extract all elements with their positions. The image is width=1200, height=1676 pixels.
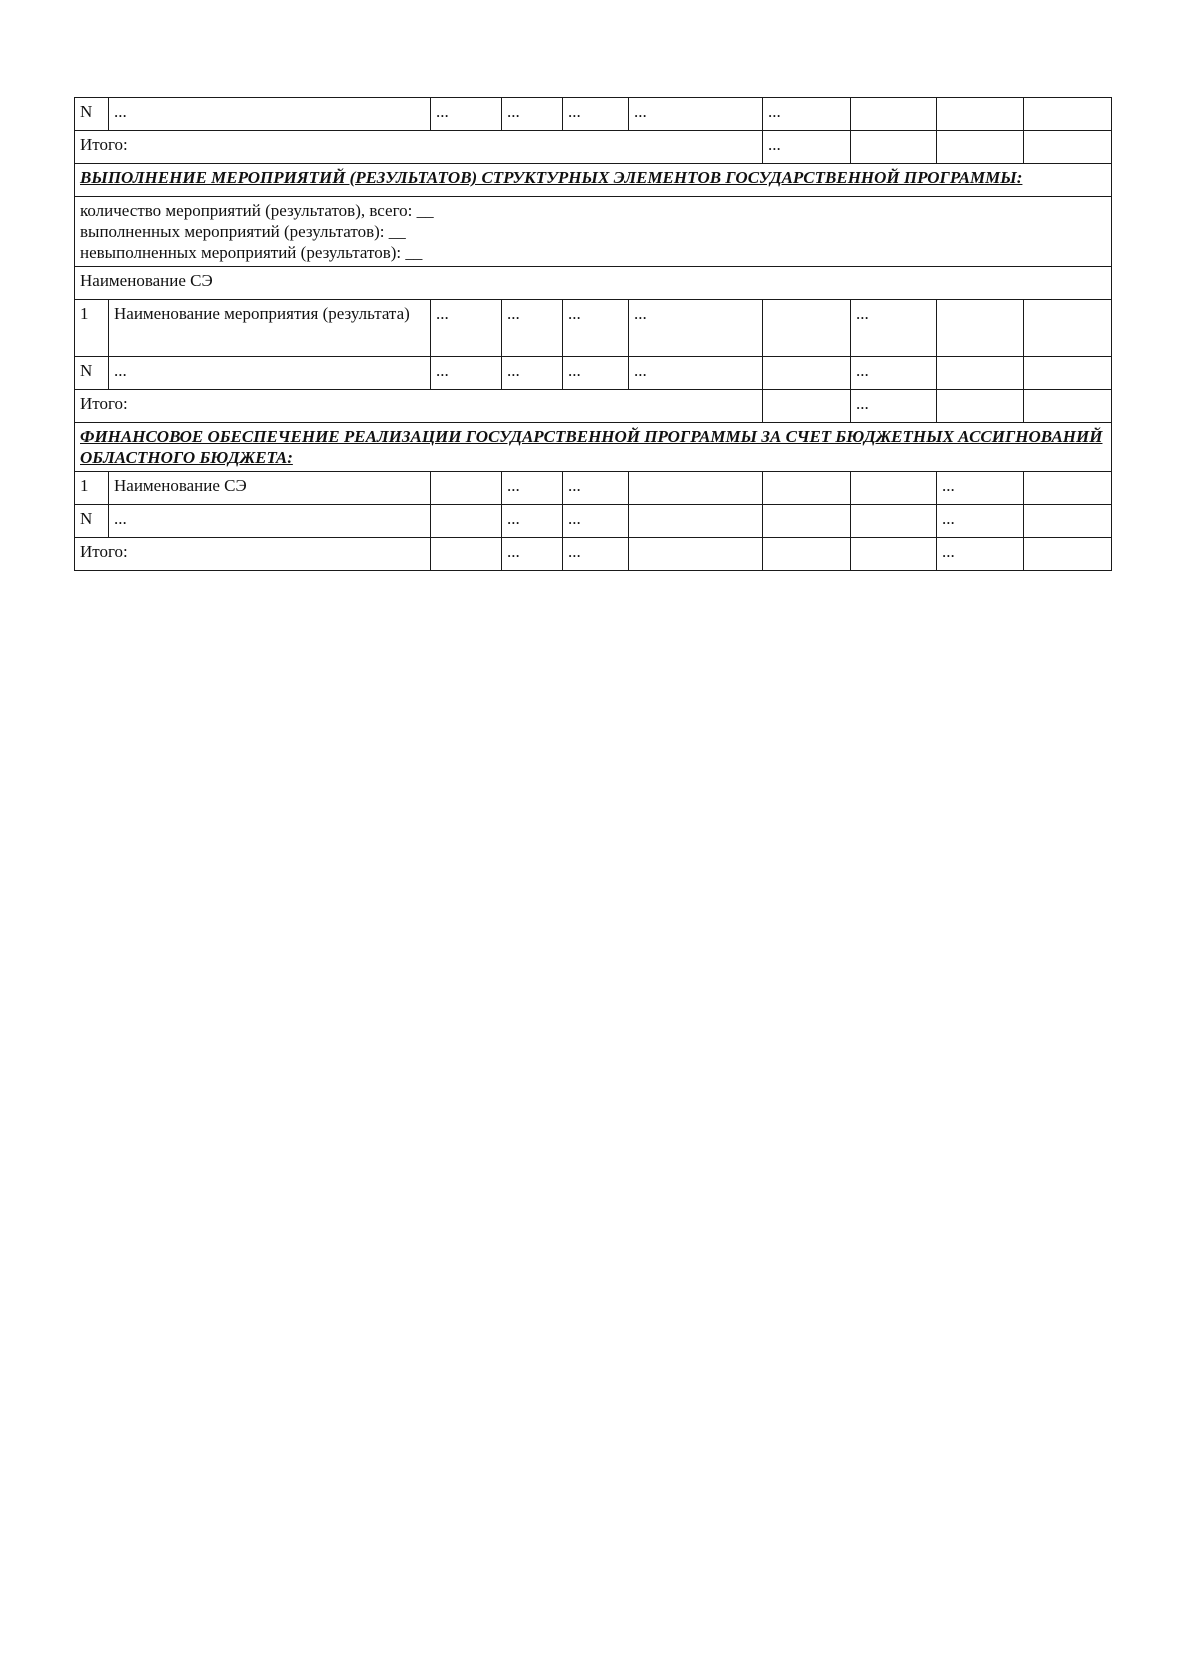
total-label: Итого: bbox=[75, 131, 763, 164]
row-name: Наименование СЭ bbox=[109, 472, 431, 505]
cell: ... bbox=[563, 538, 629, 571]
total-row bbox=[75, 390, 1112, 423]
cell: ... bbox=[502, 300, 563, 357]
cell: ... bbox=[629, 357, 763, 390]
cell bbox=[629, 472, 763, 505]
cell bbox=[851, 538, 937, 571]
se-name-row bbox=[75, 267, 1112, 300]
table-row bbox=[75, 505, 1112, 538]
cell bbox=[763, 472, 851, 505]
cell bbox=[851, 131, 937, 164]
cell: ... bbox=[563, 300, 629, 357]
cell: ... bbox=[763, 131, 851, 164]
cell bbox=[763, 300, 851, 357]
cell bbox=[1024, 357, 1112, 390]
cell bbox=[763, 357, 851, 390]
cell: ... bbox=[937, 472, 1024, 505]
cell: ... bbox=[629, 98, 763, 131]
cell: ... bbox=[563, 357, 629, 390]
table-row bbox=[75, 357, 1112, 390]
cell: ... bbox=[431, 357, 502, 390]
row-name: ... bbox=[109, 98, 431, 131]
total-row bbox=[75, 538, 1112, 571]
summary-total: количество мероприятий (результатов), всего: __ bbox=[80, 201, 434, 220]
table-row bbox=[75, 472, 1112, 505]
section-header-row bbox=[75, 423, 1112, 472]
cell: ... bbox=[431, 98, 502, 131]
row-number: N bbox=[75, 98, 109, 131]
cell bbox=[1024, 98, 1112, 131]
cell bbox=[629, 505, 763, 538]
cell: ... bbox=[851, 357, 937, 390]
cell bbox=[937, 300, 1024, 357]
cell bbox=[1024, 131, 1112, 164]
cell: ... bbox=[563, 98, 629, 131]
measures-summary bbox=[75, 197, 1112, 267]
cell bbox=[431, 538, 502, 571]
cell bbox=[629, 538, 763, 571]
cell: ... bbox=[431, 300, 502, 357]
row-number: N bbox=[75, 357, 109, 390]
cell bbox=[431, 472, 502, 505]
cell: ... bbox=[563, 505, 629, 538]
cell bbox=[1024, 538, 1112, 571]
cell bbox=[1024, 472, 1112, 505]
row-name: ... bbox=[109, 505, 431, 538]
cell bbox=[851, 472, 937, 505]
report-table bbox=[74, 97, 1112, 571]
section-header-row bbox=[75, 164, 1112, 197]
summary-row bbox=[75, 197, 1112, 267]
cell: ... bbox=[502, 505, 563, 538]
cell: ... bbox=[763, 98, 851, 131]
se-name: Наименование СЭ bbox=[75, 267, 1112, 300]
section-title-finance: ФИНАНСОВОЕ ОБЕСПЕЧЕНИЕ РЕАЛИЗАЦИИ ГОСУДАРСТВЕННОЙ ПРОГРАММЫ ЗА СЧЕТ БЮДЖЕТНЫХ АССИГНОВАНИЙ ОБЛАСТНОГО БЮДЖЕТА: bbox=[75, 423, 1112, 472]
cell bbox=[851, 505, 937, 538]
cell bbox=[1024, 390, 1112, 423]
total-label: Итого: bbox=[75, 538, 431, 571]
cell bbox=[937, 357, 1024, 390]
cell: ... bbox=[502, 538, 563, 571]
cell: ... bbox=[937, 505, 1024, 538]
cell: ... bbox=[851, 390, 937, 423]
cell bbox=[1024, 300, 1112, 357]
cell: ... bbox=[629, 300, 763, 357]
cell bbox=[763, 538, 851, 571]
cell bbox=[937, 131, 1024, 164]
cell bbox=[851, 98, 937, 131]
cell bbox=[1024, 505, 1112, 538]
cell bbox=[431, 505, 502, 538]
cell: ... bbox=[851, 300, 937, 357]
cell bbox=[763, 390, 851, 423]
cell: ... bbox=[937, 538, 1024, 571]
summary-not-done: невыполненных мероприятий (результатов): __ bbox=[80, 243, 423, 262]
table-row bbox=[75, 300, 1112, 357]
summary-done: выполненных мероприятий (результатов): __ bbox=[80, 222, 406, 241]
total-label: Итого: bbox=[75, 390, 763, 423]
row-number: 1 bbox=[75, 472, 109, 505]
section-title-measures: ВЫПОЛНЕНИЕ МЕРОПРИЯТИЙ (РЕЗУЛЬТАТОВ) СТРУКТУРНЫХ ЭЛЕМЕНТОВ ГОСУДАРСТВЕННОЙ ПРОГРАММЫ: bbox=[75, 164, 1112, 197]
row-name: ... bbox=[109, 357, 431, 390]
cell: ... bbox=[563, 472, 629, 505]
cell: ... bbox=[502, 98, 563, 131]
total-row bbox=[75, 131, 1112, 164]
row-name: Наименование мероприятия (результата) bbox=[109, 300, 431, 357]
cell: ... bbox=[502, 472, 563, 505]
table-row bbox=[75, 98, 1112, 131]
cell bbox=[937, 98, 1024, 131]
row-number: 1 bbox=[75, 300, 109, 357]
row-number: N bbox=[75, 505, 109, 538]
cell bbox=[763, 505, 851, 538]
cell: ... bbox=[502, 357, 563, 390]
cell bbox=[937, 390, 1024, 423]
